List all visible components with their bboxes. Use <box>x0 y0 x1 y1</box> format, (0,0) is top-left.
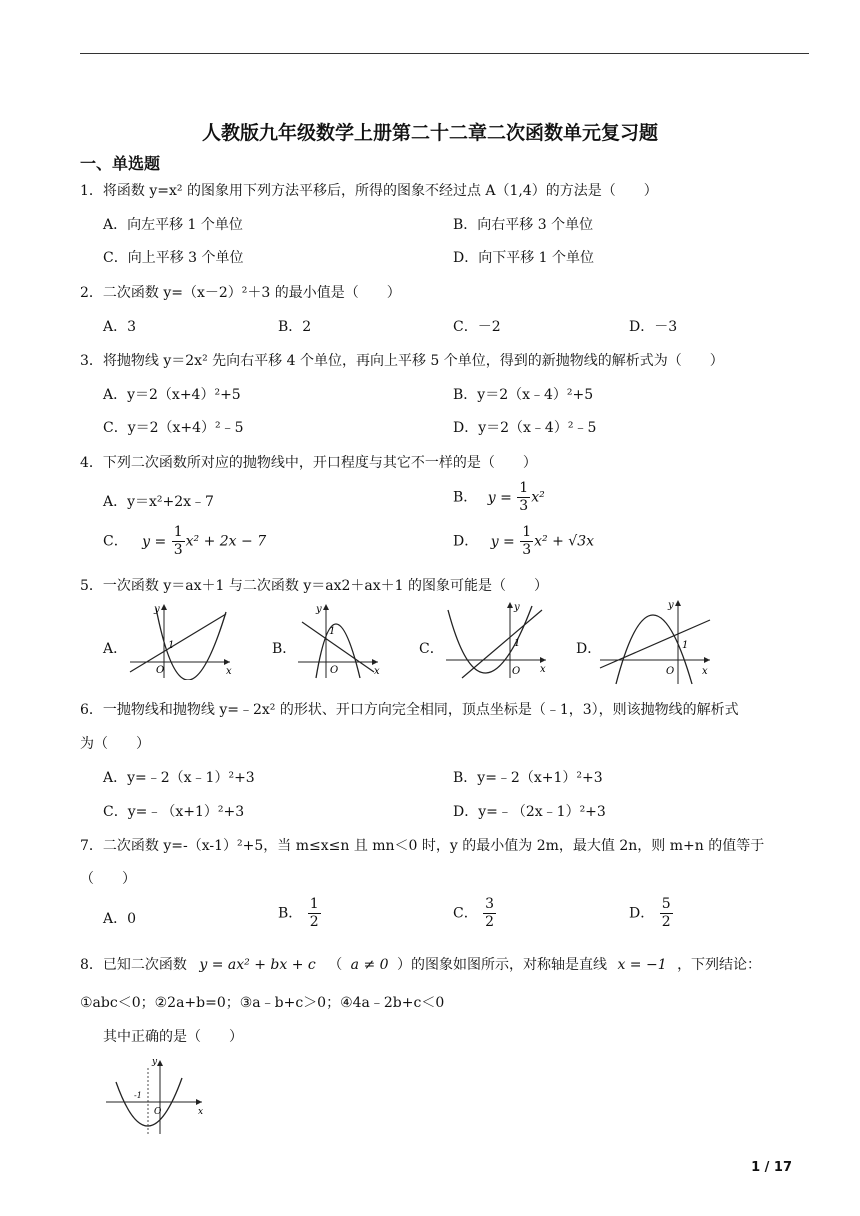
question-8-graph <box>102 1052 212 1136</box>
option-label: C． <box>453 905 478 922</box>
parabola <box>156 608 226 680</box>
formula: y = ax² + bx + c <box>199 957 316 973</box>
option-label: C． <box>103 533 128 550</box>
question-5-option-a-label[interactable]: A． <box>103 641 128 657</box>
page-title: 人教版九年级数学上册第二十二章二次函数单元复习题 <box>201 122 658 144</box>
stem-prefix: 8．已知二次函数 <box>80 957 187 973</box>
option-label: D． <box>629 905 655 922</box>
origin-label: O <box>666 666 675 677</box>
formula-lhs: y = <box>490 533 515 550</box>
question-2-stem: 2．二次函数 y=（x－2）²＋3 的最小值是（ ） <box>80 285 401 301</box>
formula-rhs: x² <box>531 489 545 506</box>
question-2-option-b[interactable]: B．2 <box>278 319 312 335</box>
fraction <box>172 524 185 559</box>
origin-label: O <box>330 665 339 676</box>
fraction-numerator: 1 <box>309 896 319 912</box>
formula-lhs: y = <box>142 533 167 550</box>
intercept-label: 1 <box>682 640 689 651</box>
page-number: 1 / 17 <box>751 1160 792 1175</box>
option-label: D． <box>453 533 479 550</box>
question-3-option-a[interactable]: A．y＝2（x+4）²+5 <box>103 387 241 403</box>
fraction <box>660 896 673 931</box>
x-label: x <box>702 666 708 677</box>
origin-label: O <box>156 665 165 676</box>
question-1-option-b[interactable]: B．向右平移 3 个单位 <box>453 217 594 233</box>
option-label: B． <box>278 905 303 922</box>
x-axis-arrow <box>540 657 546 663</box>
condition: a ≠ 0 <box>350 957 389 973</box>
question-7-stem-line2: （ ） <box>80 871 136 887</box>
question-5-graph-d[interactable] <box>596 596 714 686</box>
y-axis-arrow <box>507 602 513 608</box>
question-5-option-b-label[interactable]: B． <box>272 641 297 657</box>
y-label: y <box>154 604 160 615</box>
question-1-stem: 1．将函数 y=x² 的图象用下列方法平移后，所得的图象不经过点 A（1,4）的方法是（ ） <box>80 183 658 199</box>
line <box>130 614 226 672</box>
question-7-option-c[interactable] <box>453 896 497 931</box>
question-6-option-a[interactable]: A．y=﹣2（x﹣1）²+3 <box>103 770 255 786</box>
fraction-denominator: 3 <box>173 542 183 558</box>
question-8-prompt: 其中正确的是（ ） <box>103 1029 243 1045</box>
fraction-denominator: 2 <box>309 914 319 930</box>
minus-one-label: -1 <box>134 1091 142 1100</box>
y-label: y <box>152 1057 158 1067</box>
section-heading: 一、单选题 <box>80 154 161 173</box>
x-label: x <box>540 664 546 675</box>
intercept-label: 1 <box>329 626 336 637</box>
y-axis-arrow <box>675 600 681 606</box>
fraction-numerator: 1 <box>519 480 529 496</box>
question-7-option-d[interactable] <box>629 896 674 931</box>
question-5-graph-b[interactable] <box>294 600 384 680</box>
formula-rhs: x² + 2x − 7 <box>185 533 267 550</box>
question-1-option-c[interactable]: C．向上平移 3 个单位 <box>103 250 244 266</box>
x-axis-arrow <box>196 1099 202 1105</box>
x-axis-arrow <box>372 659 378 665</box>
intercept-label: 1 <box>514 638 521 649</box>
axis-equation: x = −1 <box>617 957 667 973</box>
question-6-option-d[interactable]: D．y=﹣（2x﹣1）²+3 <box>453 804 606 820</box>
question-5-option-c-label[interactable]: C． <box>419 641 444 657</box>
question-3-option-d[interactable]: D．y＝2（x﹣4）²﹣5 <box>453 420 597 436</box>
question-7-stem-line1: 7．二次函数 y=-（x-1）²+5，当 m≤x≤n 且 mn＜0 时，y 的最小值为 2m，最大值 2n，则 m+n 的值等于 <box>80 838 765 854</box>
y-axis-arrow <box>161 604 167 610</box>
condition-open: （ <box>328 957 343 973</box>
fraction-numerator: 5 <box>661 896 671 912</box>
x-axis-arrow <box>224 659 230 665</box>
question-4-stem: 4．下列二次函数所对应的抛物线中，开口程度与其它不一样的是（ ） <box>80 455 537 471</box>
question-5-option-d-label[interactable]: D． <box>576 641 602 657</box>
fraction-numerator: 3 <box>485 896 495 912</box>
origin-label: O <box>154 1107 162 1117</box>
x-label: x <box>226 666 232 677</box>
question-1-option-d[interactable]: D．向下平移 1 个单位 <box>453 250 595 266</box>
y-label: y <box>668 600 674 611</box>
fraction <box>517 480 530 515</box>
question-2-option-d[interactable]: D．－3 <box>629 319 678 335</box>
question-6-stem-line2: 为（ ） <box>80 736 150 752</box>
question-7-option-b[interactable] <box>278 896 322 931</box>
y-axis-arrow <box>323 604 329 610</box>
question-4-option-a[interactable]: A．y＝x²+2x﹣7 <box>103 494 214 510</box>
intercept-label: 1 <box>168 640 175 651</box>
fraction-denominator: 3 <box>519 498 529 514</box>
question-8-statements: ①abc＜0；②2a+b=0；③a﹣b+c＞0；④4a﹣2b+c＜0 <box>80 995 445 1011</box>
y-axis-arrow <box>157 1060 163 1066</box>
fraction-denominator: 2 <box>661 914 671 930</box>
line <box>600 620 710 668</box>
question-3-option-b[interactable]: B．y＝2（x﹣4）²+5 <box>453 387 594 403</box>
stem-suffix: ，下列结论： <box>677 957 762 973</box>
question-6-option-c[interactable]: C．y=﹣（x+1）²+3 <box>103 804 245 820</box>
x-label: x <box>198 1107 204 1117</box>
question-7-option-a[interactable]: A．0 <box>103 911 137 927</box>
fraction-denominator: 2 <box>485 914 495 930</box>
fraction <box>520 524 533 559</box>
question-4-option-b[interactable] <box>453 480 545 515</box>
question-6-stem-line1: 6．一抛物线和抛物线 y=﹣2x² 的形状、开口方向完全相同，顶点坐标是（﹣1，3），则该抛物线的解析式 <box>80 702 739 718</box>
y-label: y <box>514 602 520 613</box>
question-3-stem: 3．将抛物线 y＝2x² 先向右平移 4 个单位，再向上平移 5 个单位，得到的新抛物线的解析式为（ ） <box>80 353 724 369</box>
fraction-denominator: 3 <box>522 542 532 558</box>
header-rule <box>80 53 809 54</box>
y-label: y <box>316 604 322 615</box>
question-2-option-a[interactable]: A．3 <box>103 319 137 335</box>
question-1-option-a[interactable]: A．向左平移 1 个单位 <box>103 217 243 233</box>
origin-label: O <box>512 666 521 677</box>
question-3-option-c[interactable]: C．y＝2（x+4）²﹣5 <box>103 420 244 436</box>
formula-rhs: x² + √3x <box>534 533 595 550</box>
question-5-stem: 5．一次函数 y＝ax＋1 与二次函数 y＝ax2＋ax＋1 的图象可能是（ ） <box>80 578 548 594</box>
line <box>462 610 542 678</box>
question-6-option-b[interactable]: B．y=﹣2（x+1）²+3 <box>453 770 603 786</box>
parabola <box>616 615 692 684</box>
formula-lhs: y = <box>487 489 512 506</box>
fraction <box>308 896 321 931</box>
fraction-numerator: 1 <box>173 524 183 540</box>
fraction <box>483 896 496 931</box>
question-4-option-c[interactable] <box>103 524 266 559</box>
option-label: B． <box>453 489 478 506</box>
question-5-graph-a[interactable] <box>126 600 236 680</box>
x-axis-arrow <box>704 657 710 663</box>
x-label: x <box>374 666 380 677</box>
question-4-option-d[interactable] <box>453 524 594 559</box>
fraction-numerator: 1 <box>522 524 532 540</box>
question-2-option-c[interactable]: C．－2 <box>453 319 501 335</box>
question-5-graph-c[interactable] <box>442 598 552 680</box>
question-8-stem <box>80 954 761 974</box>
condition-close: ）的图象如图所示，对称轴是直线 <box>396 957 607 973</box>
